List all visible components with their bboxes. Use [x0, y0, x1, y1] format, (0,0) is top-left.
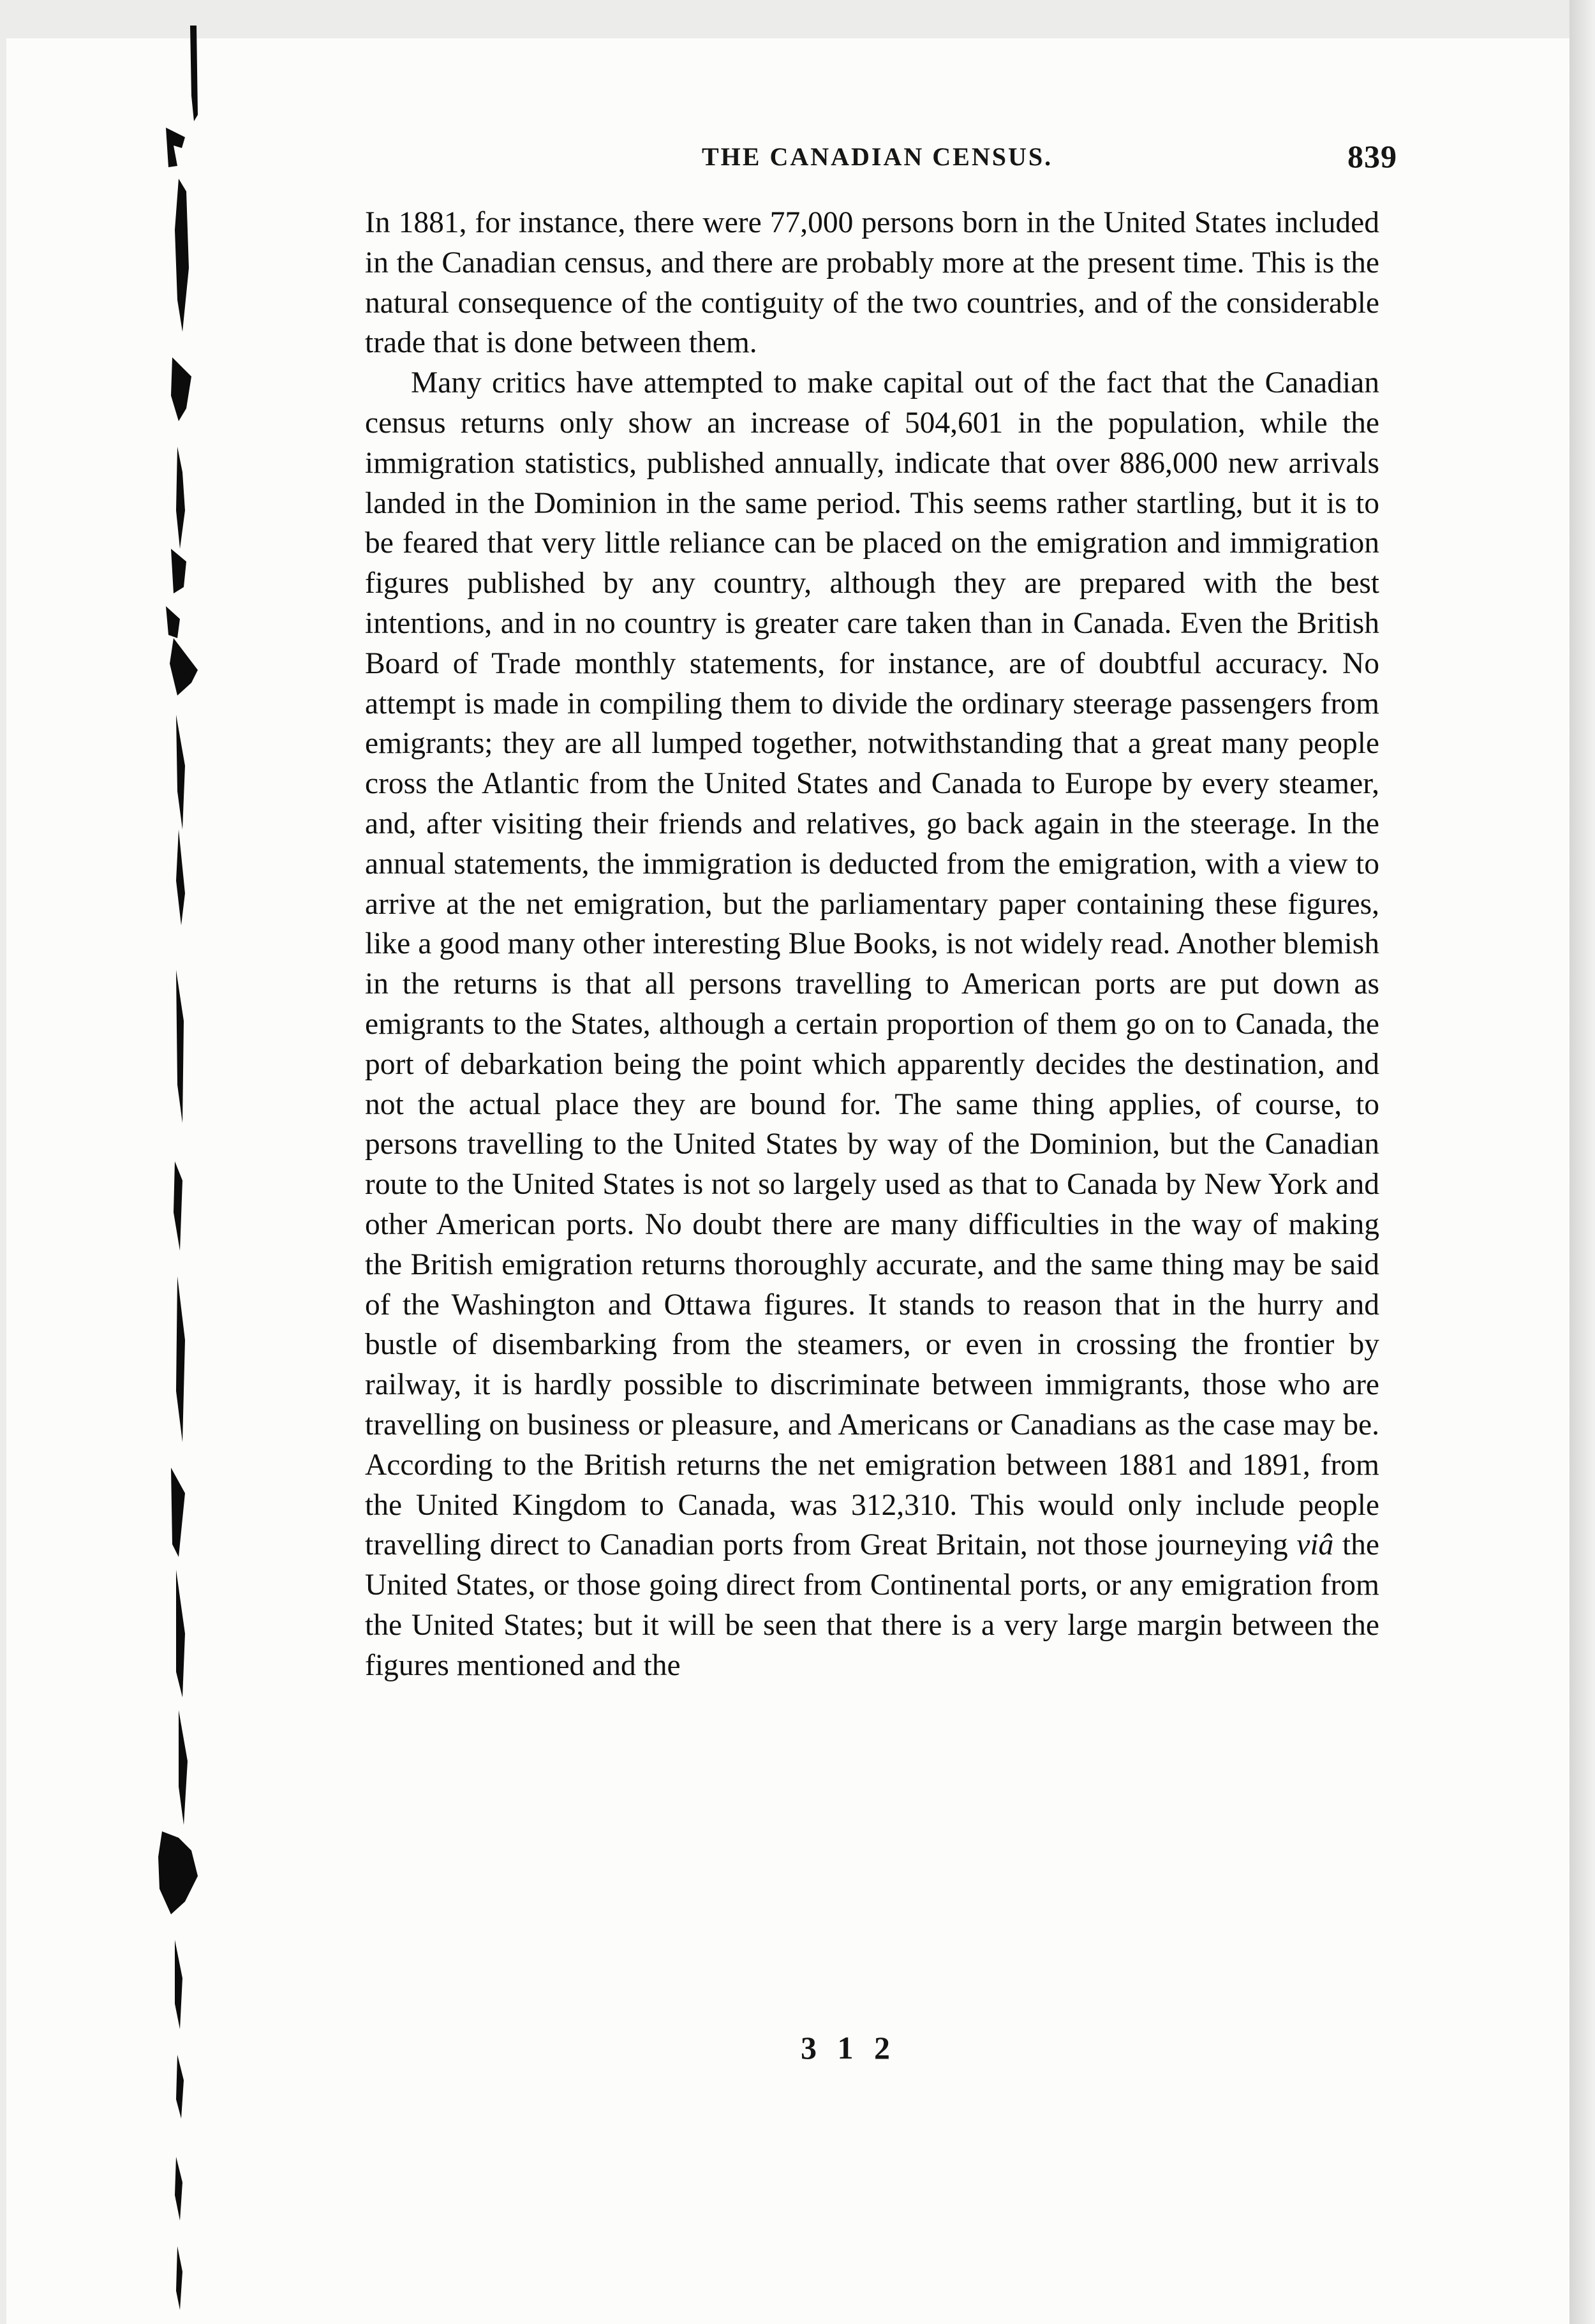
- paragraph-2-end: the United States, or those going direct from Continental ports, or any emigration from the United States; but it will be seen that there is a very large margin between the figures mentioned and the: [365, 1528, 1380, 1682]
- paragraph-2-text: Many critics have attempted to make capital out of the fact that the Canadian census returns only show an increase of 504,601 in the population, while the immigration statistics, published annually, indicate that over 886,000 new arrivals landed in the Dominion in the same period. This seems rather startling, but it is to be feared that very little reliance can be placed on the emigration and immigration figures published by any country, although they are prepared with the best intentions, and in no country is greater care taken than in Canada. Even the British Board of Trade monthly statements, for instance, are of doubtful accuracy. No attempt is made in compiling them to divide the ordinary steerage passengers from emigrants; they are all lumped together, notwithstanding that a great many people cross the Atlantic from the United States and Canada to Europe by every steamer, and, after visiting their friends and relatives, go back again in the steerage. In the annual statements, the immigration is deducted from the emigration, with a view to arrive at the net emigration, but the parliamentary paper containing these figures, like a good many other interesting Blue Books, is not widely read. Another blemish in the returns is that all persons travelling to American ports are put down as emigrants to the States, although a certain proportion of them go on to Canada, the port of debarkation being the point which apparently decides the destination, and not the actual place they are bound for. The same thing applies, of course, to persons travelling to the United States by way of the Dominion, but the Canadian route to the United States is not so largely used as that to Canada by New York and other American ports. No doubt there are many difficulties in the way of making the British emigration returns thoroughly accurate, and the same thing may be said of the Washington and Ottawa figures. It stands to reason that in the hurry and bustle of disembarking from the steamers, or even in crossing the frontier by railway, it is hardly possible to discriminate between immigrants, those who are travelling on business or pleasure, and Americans or Canadians as the case may be. According to the British returns the net emigration between 1881 and 1891, from the United Kingdom to Canada, was 312,310. This would only include people travelling direct to Canadian ports from Great Britain, not those journeying: [365, 366, 1379, 1562]
- paragraph-1: In 1881, for instance, there were 77,000 persons born in the United States included in the Canadian census, and there are probably more at the present time. This is the natural consequence of the contiguity of the two countries, and of the considerable trade that is done between them.: [365, 206, 1379, 360]
- running-title: THE CANADIAN CENSUS.: [702, 142, 1053, 171]
- page-number: 839: [1347, 138, 1397, 174]
- page-edge-shadow: [1569, 0, 1595, 2324]
- running-header: [664, 134, 1397, 179]
- binding-edge-marks: [140, 0, 255, 2324]
- paragraph-2-via: viâ: [1296, 1528, 1334, 1562]
- body-text: [365, 203, 1379, 1685]
- paragraph-2: [365, 363, 1379, 1685]
- signature-mark: 3 1 2: [801, 2030, 896, 2066]
